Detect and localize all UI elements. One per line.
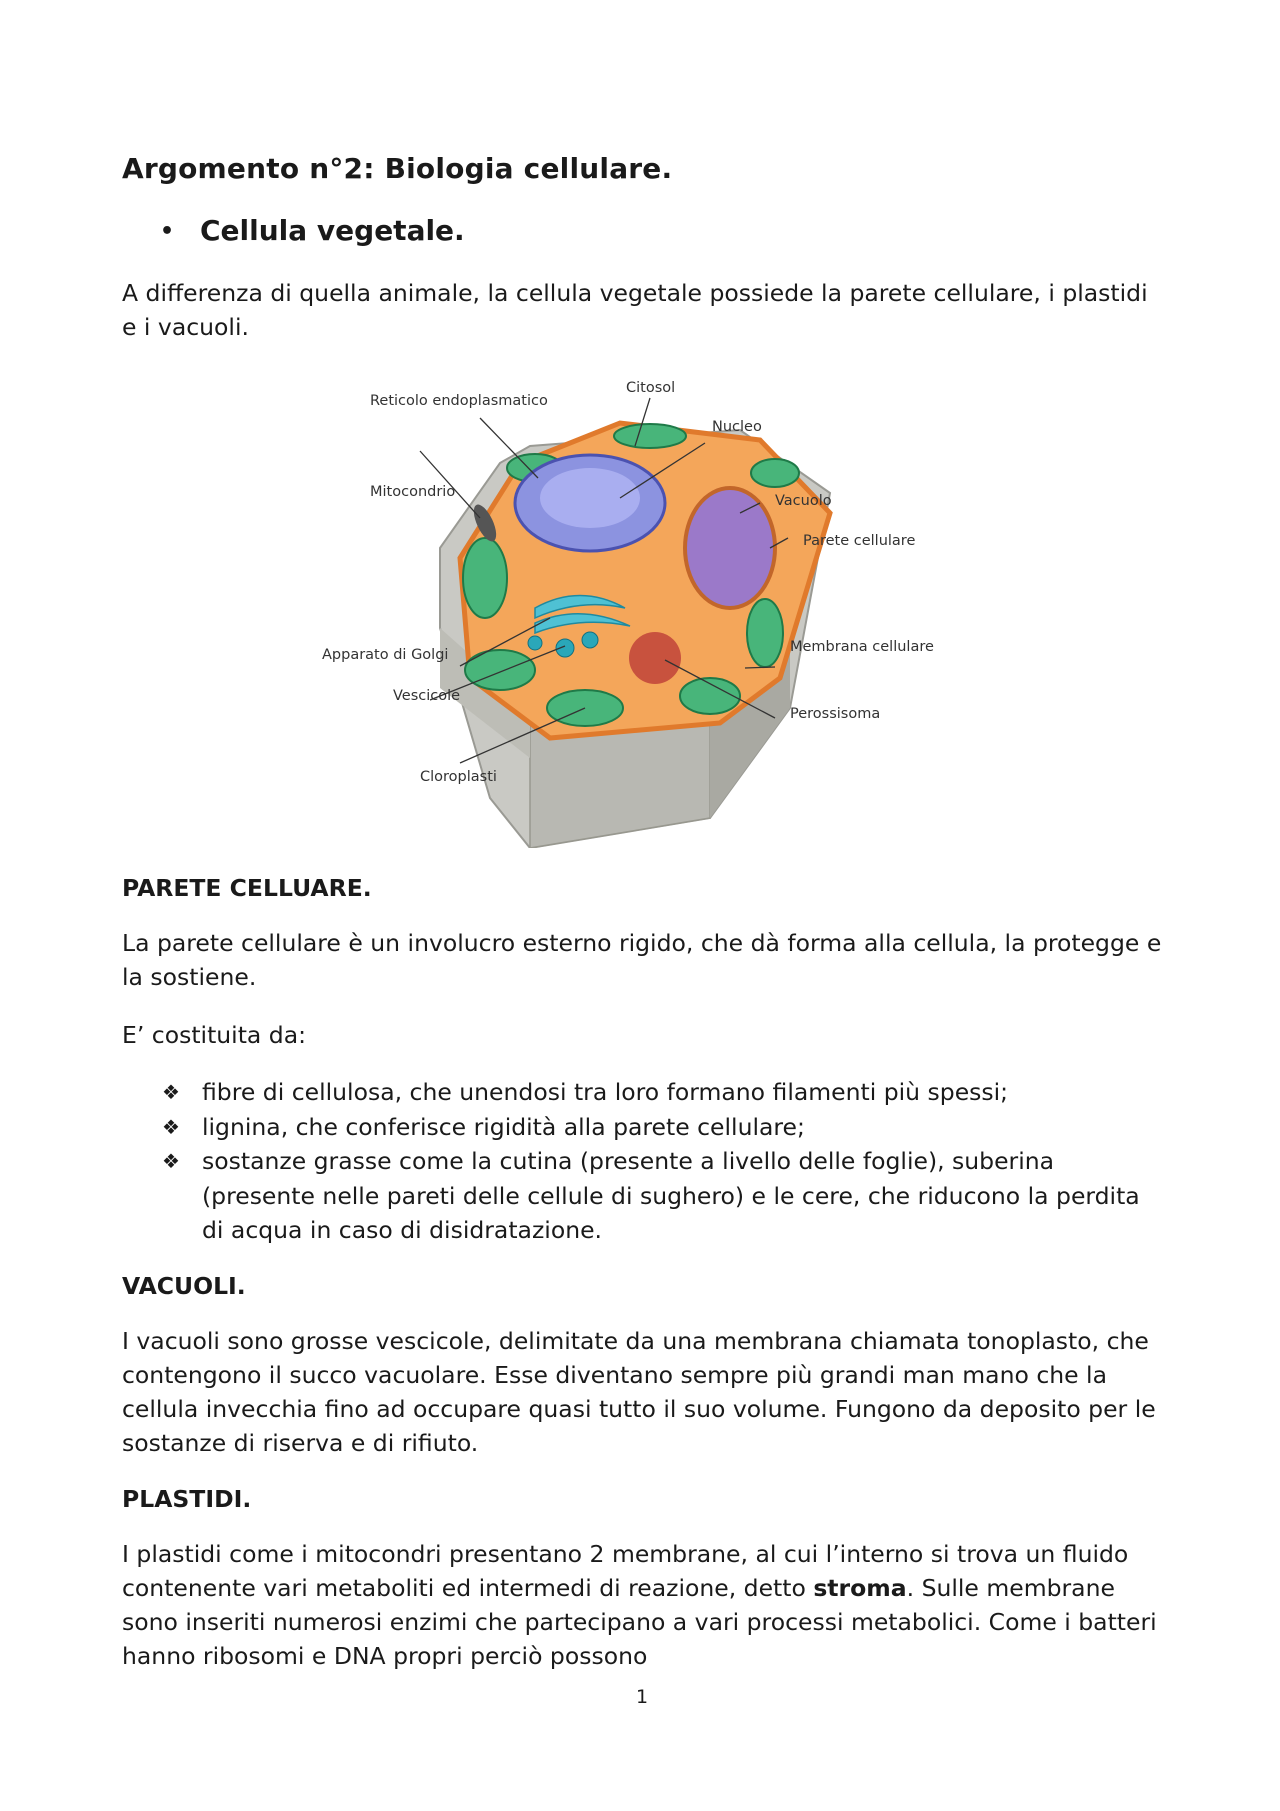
stroma-term: stroma bbox=[813, 1574, 907, 1602]
plastidi-paragraph: I plastidi come i mitocondri presentano 2 membrane, al cui l’interno si trova un fluido contenente vari metaboliti ed intermedi di reazione, detto stroma. Sulle membrane sono inseriti numerosi enzimi che partecipano a vari processi metabolici. Come i batteri hanno ribosomi e DNA propri perciò possono bbox=[122, 1540, 1157, 1670]
parete-paragraph: La parete cellulare è un involucro esterno rigido, che dà forma alla cellula, la protegge e la sostiene. bbox=[122, 929, 1162, 991]
label-vescicole: Vescicole bbox=[393, 688, 461, 704]
label-vacuolo: Vacuolo bbox=[775, 493, 832, 509]
parete-lead: E’ costituita da: bbox=[122, 1021, 307, 1049]
vacuoli-paragraph: I vacuoli sono grosse vescicole, delimitate da una membrana chiamata tonoplasto, che contengono il succo vacuolare. Esse diventano sempre più grandi man mano che la cellula invecchia fino ad occupare quasi tutto il suo volume. Fungono da deposito per le sostanze di riserva e di rifiuto. bbox=[122, 1327, 1156, 1457]
label-citosol: Citosol bbox=[626, 380, 676, 396]
diamond-bullet-icon: ❖ bbox=[162, 1080, 180, 1104]
label-golgi: Apparato di Golgi bbox=[322, 647, 449, 663]
list-item: ❖ lignina, che conferisce rigidità alla parete cellulare; bbox=[162, 1110, 1167, 1145]
subtitle-text: Cellula vegetale. bbox=[200, 214, 465, 247]
label-nucleo: Nucleo bbox=[712, 419, 762, 435]
page-number: 1 bbox=[636, 1686, 649, 1708]
parete-heading: PARETE CELLUARE. bbox=[122, 874, 372, 902]
page-title: Argomento n°2: Biologia cellulare. bbox=[122, 152, 673, 185]
label-cloroplasti: Cloroplasti bbox=[420, 769, 497, 785]
vacuoli-heading: VACUOLI. bbox=[122, 1272, 246, 1300]
plant-cell-diagram bbox=[320, 378, 985, 848]
parete-list bbox=[162, 1075, 1167, 1248]
label-reticolo: Reticolo endoplasmatico bbox=[370, 393, 548, 409]
intro-paragraph: A differenza di quella animale, la cellula vegetale possiede la parete cellulare, i plastidi e i vacuoli. bbox=[122, 279, 1148, 341]
diamond-bullet-icon: ❖ bbox=[162, 1149, 180, 1173]
label-membrana: Membrana cellulare bbox=[790, 639, 934, 655]
section-subtitle bbox=[160, 214, 465, 247]
list-item: ❖ fibre di cellulosa, che unendosi tra loro formano filamenti più spessi; bbox=[162, 1075, 1167, 1110]
bullet-icon: • bbox=[160, 219, 175, 244]
label-mitocondrio: Mitocondrio bbox=[370, 484, 456, 500]
label-parete: Parete cellulare bbox=[803, 533, 916, 549]
plastidi-heading: PLASTIDI. bbox=[122, 1485, 252, 1513]
list-item: ❖ sostanze grasse come la cutina (presente a livello delle foglie), suberina (presente nelle pareti delle cellule di sughero) e le cere, che riducono la perdita di acqua in caso di disidratazione. bbox=[162, 1144, 1167, 1248]
label-perossisoma: Perossisoma bbox=[790, 706, 881, 722]
diamond-bullet-icon: ❖ bbox=[162, 1114, 180, 1139]
